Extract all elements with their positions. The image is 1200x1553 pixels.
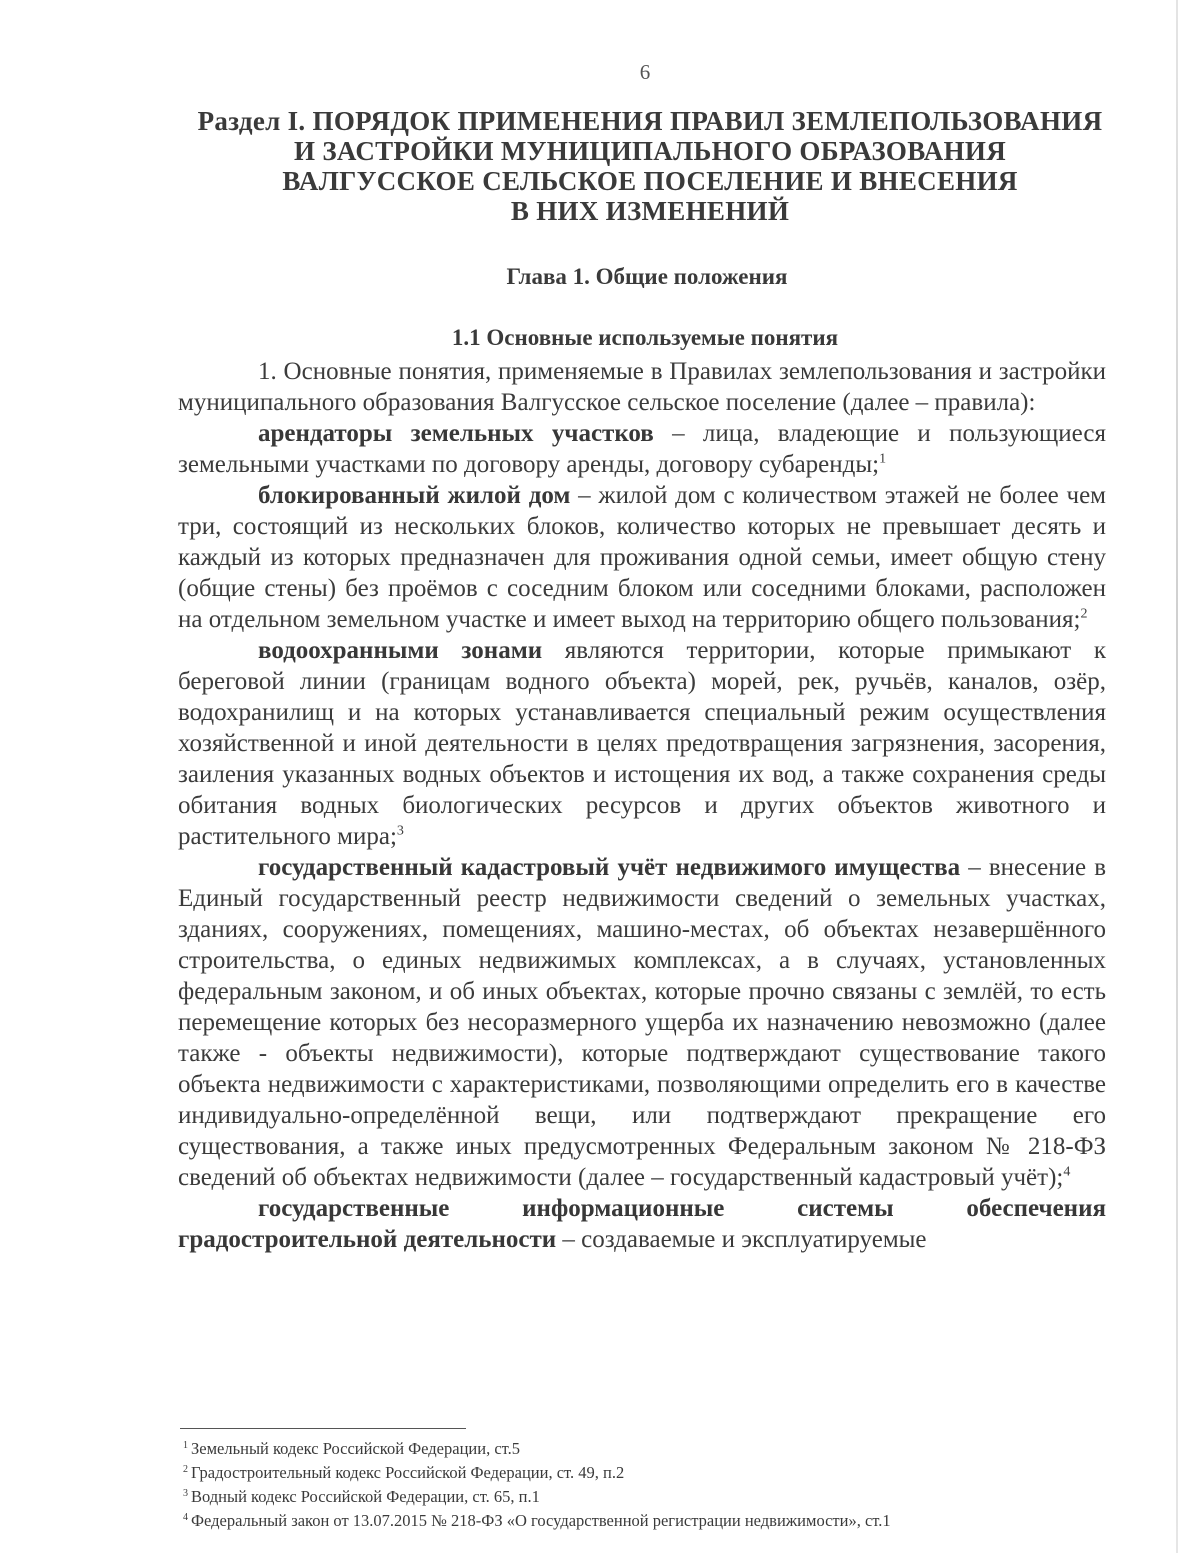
footnote-item: [183, 1437, 1083, 1461]
chapter-title: Глава 1. Общие положения: [506, 264, 788, 289]
intro-paragraph: 1. Основные понятия, применяемые в Правилах землепользования и застройки муниципального образования Валгусское сельское поселение (далее – правила):: [178, 358, 1106, 416]
definition-term: государственный кадастровый учёт недвижимого имущества: [258, 854, 961, 881]
definition-term: блокированный жилой дом: [258, 482, 571, 509]
footnote-reference: 3: [396, 823, 404, 839]
definition-paragraph: [178, 1193, 1106, 1255]
definition-term: водоохранными зонами: [258, 637, 543, 664]
definition-paragraph: [178, 852, 1106, 1193]
footnote-item: [183, 1461, 1083, 1485]
footnotes: [183, 1437, 1083, 1533]
section-title-line: В НИХ ИЗМЕНЕНИЙ: [510, 196, 790, 226]
footnote-number: 2: [183, 1463, 188, 1475]
page-number: 6: [639, 60, 651, 84]
footnote-text: Градостроительный кодекс Российской Федерации, ст. 49, п.2: [191, 1463, 625, 1482]
definition-text: – жилой дом с количеством этажей не более чем три, состоящий из нескольких блоков, количество которых не превышает десять и каждый из которых предназначен для проживания одной семьи, имеет общую стену (общие стены) без проёмов с соседним блоком или соседними блоками, расположен на отдельном земельном участке и имеет выход на территорию общего пользования;: [178, 482, 1106, 633]
definition-text: – создаваемые и эксплуатируемые: [556, 1226, 927, 1253]
section-title-line: Раздел I. ПОРЯДОК ПРИМЕНЕНИЯ ПРАВИЛ ЗЕМЛЕПОЛЬЗОВАНИЯ: [197, 106, 1103, 136]
definition-term: арендаторы земельных участков: [258, 420, 654, 447]
section-title-line: И ЗАСТРОЙКИ МУНИЦИПАЛЬНОГО ОБРАЗОВАНИЯ: [293, 136, 1007, 166]
definition-text: являются территории, которые примыкают к береговой линии (границам водного объекта) морей, рек, ручьёв, каналов, озёр, водохранилищ и на которых устанавливается специальный режим осуществления хозяйственной и иной деятельности в целях предотвращения загрязнения, засорения, заиления указанных водных объектов и истощения их вод, а также сохранения среды обитания водных биологических ресурсов и других объектов животного и растительного мира;: [178, 637, 1106, 850]
definition-text: – внесение в Единый государственный реестр недвижимости сведений о земельных участках, зданиях, сооружениях, помещениях, машино-местах, об объектах незавершённого строительства, о единых недвижимых комплексах, а в случаях, установленных федеральным законом, и об иных объектах, которые прочно связаны с землёй, то есть перемещение которых без несоразмерного ущерба их назначению невозможно (далее также - объекты недвижимости), которые подтверждают существование такого объекта недвижимости с характеристиками, позволяющими определить его в качестве индивидуально-определённой вещи, или подтверждают прекращение его существования, а также иных предусмотренных Федеральным законом № 218-ФЗ сведений об объектах недвижимости (далее – государственный кадастровый учёт);: [178, 854, 1107, 1191]
footnote-text: Федеральный закон от 13.07.2015 № 218-ФЗ «О государственной регистрации недвижимости», ст.1: [191, 1511, 891, 1530]
footnote-item: [183, 1509, 1083, 1533]
footnote-number: 4: [183, 1511, 188, 1523]
footnote-reference: 1: [879, 451, 887, 467]
section-title-line: ВАЛГУССКОЕ СЕЛЬСКОЕ ПОСЕЛЕНИЕ И ВНЕСЕНИЯ: [282, 166, 1018, 196]
footnote-reference: 4: [1063, 1164, 1071, 1180]
definition-paragraph: [178, 480, 1106, 635]
definition-paragraph: [178, 418, 1106, 480]
section-title: [180, 106, 1120, 226]
footnote-number: 3: [183, 1487, 188, 1499]
footnote-reference: 2: [1080, 606, 1088, 622]
footnote-separator: [180, 1428, 466, 1429]
document-body: [178, 356, 1106, 1255]
footnote-text: Земельный кодекс Российской Федерации, ст.5: [191, 1439, 520, 1458]
definition-paragraph: [178, 635, 1106, 852]
footnote-number: 1: [183, 1439, 188, 1451]
subsection-title: 1.1 Основные используемые понятия: [451, 325, 839, 350]
scan-edge-line: [1176, 0, 1178, 1553]
definition-text: – лица, владеющие и пользующиеся земельными участками по договору аренды, договору субаренды;: [178, 420, 1106, 478]
definition-term: государственные информационные системы обеспечения градостроительной деятельности: [178, 1195, 1106, 1253]
footnote-item: [183, 1485, 1083, 1509]
footnote-text: Водный кодекс Российской Федерации, ст. 65, п.1: [191, 1487, 540, 1506]
